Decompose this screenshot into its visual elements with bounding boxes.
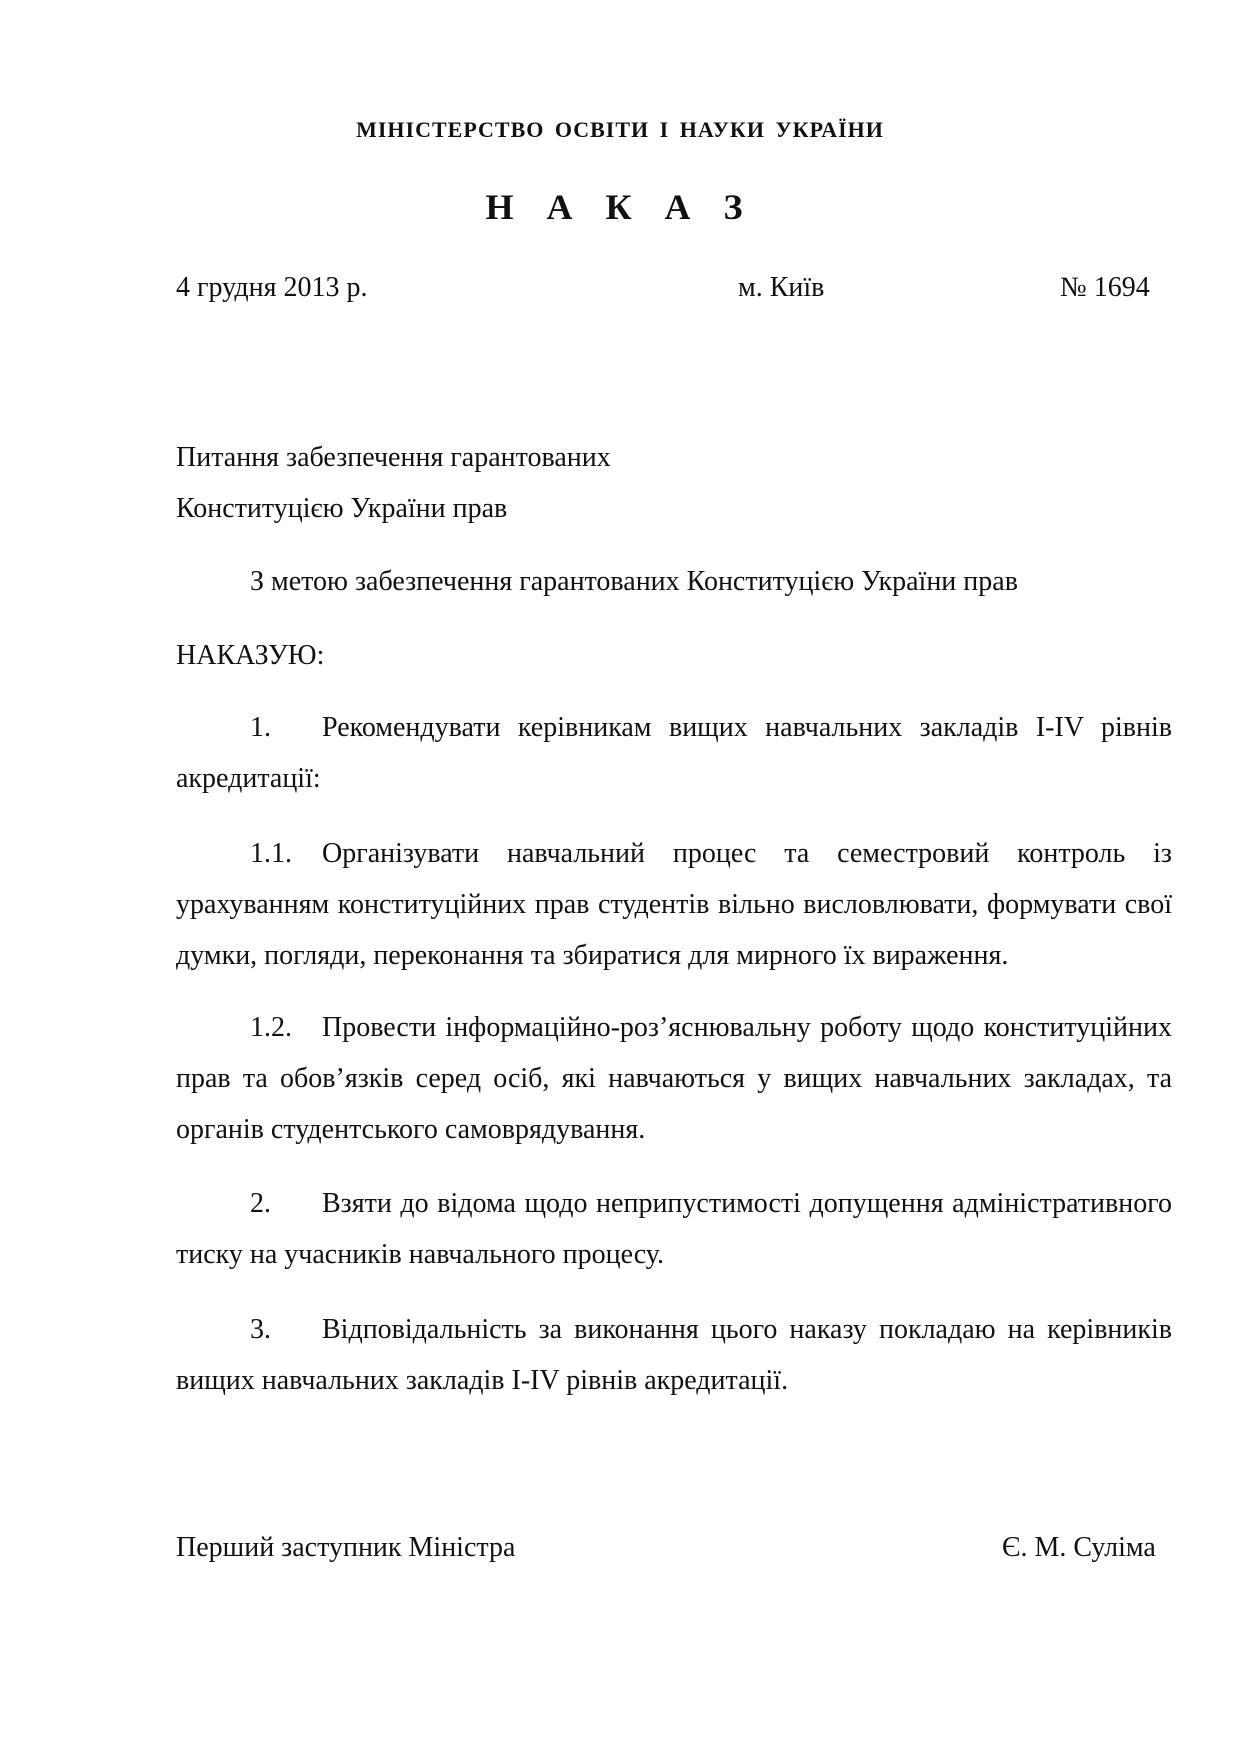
order-city: м. Київ <box>738 272 825 303</box>
order-item <box>176 1178 1172 1280</box>
item-number: 1. <box>250 712 271 743</box>
order-subject <box>176 432 611 534</box>
item-text: Організувати навчальний процес та семестровий контроль із урахуванням конституційних прав студентів вільно висловлювати, формувати свої думки, погляди, переконання та збиратися для мирного їх вираження. <box>176 838 1172 971</box>
signatory-position: Перший заступник Міністра <box>176 1532 516 1563</box>
preamble-paragraph: З метою забезпечення гарантованих Конституцією України прав <box>250 566 1018 597</box>
item-number: 2. <box>250 1188 271 1219</box>
item-text: Рекомендувати керівникам вищих навчальних закладів І-ІV рівнів акредитації: <box>176 712 1172 794</box>
item-text: Провести інформаційно-роз’яснювальну роботу щодо конституційних прав та обов’язків серед осіб, які навчаються у вищих навчальних закладах, та органів студентського самоврядування. <box>176 1012 1172 1145</box>
order-number: № 1694 <box>1060 272 1150 303</box>
order-item <box>176 702 1172 804</box>
order-date: 4 грудня 2013 р. <box>176 272 368 303</box>
item-number: 1.1. <box>250 838 292 869</box>
item-number: 3. <box>250 1314 271 1345</box>
ministry-name: МІНІСТЕРСТВО ОСВІТИ І НАУКИ УКРАЇНИ <box>356 117 884 142</box>
order-item <box>176 1304 1172 1406</box>
signatory-name: Є. М. Суліма <box>1002 1532 1156 1563</box>
item-text: Відповідальність за виконання цього наказу покладаю на керівників вищих навчальних закладів І-ІV рівнів акредитації. <box>176 1314 1172 1396</box>
order-item <box>176 828 1172 981</box>
command-word: НАКАЗУЮ: <box>176 640 325 671</box>
item-number: 1.2. <box>250 1012 292 1043</box>
item-text: Взяти до відома щодо неприпустимості допущення адміністративного тиску на учасників навчального процесу. <box>176 1188 1172 1270</box>
document-type-title: Н А К А З <box>485 187 755 227</box>
subject-line: Питання забезпечення гарантованих <box>176 442 611 473</box>
subject-line: Конституцією України прав <box>176 493 508 524</box>
order-item <box>176 1002 1172 1155</box>
